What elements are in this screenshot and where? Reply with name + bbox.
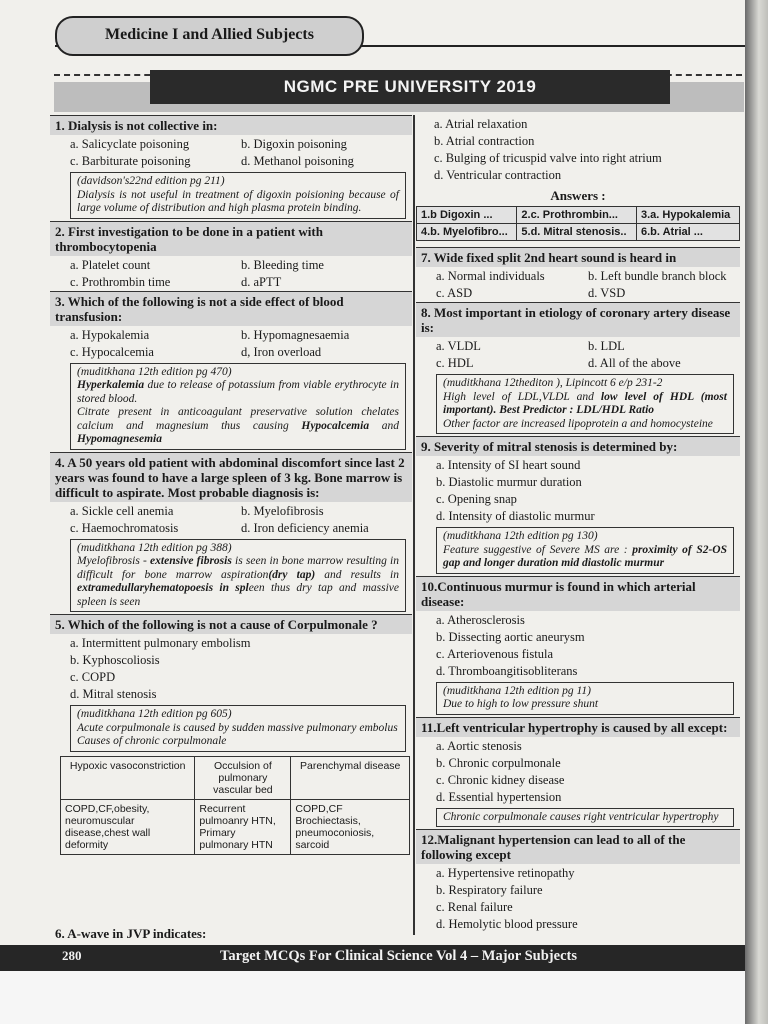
answer-cell: 2.c. Prothrombin... (517, 207, 637, 224)
question-11-options (416, 737, 740, 806)
reference-source: (muditkhana 12th edition pg 470) (77, 365, 232, 378)
right-column (416, 115, 740, 933)
option: c. ASD (436, 286, 473, 300)
page-footer (0, 945, 745, 971)
option: d. Hemolytic blood pressure (436, 917, 578, 931)
question-12-options (416, 864, 740, 933)
answers-title: Answers : (550, 188, 606, 203)
option: c. Opening snap (436, 492, 517, 506)
reference-text: Chronic corpulmonale causes right ventricular hypertrophy (443, 810, 719, 823)
page-number: 280 (62, 948, 82, 963)
book-spine (745, 0, 768, 1024)
option: d. Intensity of diastolic murmur (436, 509, 595, 523)
question-7: 7. Wide fixed split 2nd heart sound is heard in (416, 247, 740, 267)
table-cell: COPD,CF,obesity, neuromuscular disease,chest wall deformity (61, 799, 195, 854)
question-8-options (416, 337, 740, 372)
option: b. Atrial contraction (434, 134, 535, 148)
column-divider (413, 115, 415, 935)
answer-cell: 1.b Digoxin ... (417, 207, 517, 224)
option: c. Haemochromatosis (70, 520, 179, 535)
option: b. Kyphoscoliosis (70, 653, 160, 667)
option: d, Iron overload (241, 344, 322, 359)
question-10: 10.Continuous murmur is found in which arterial disease: (416, 576, 740, 611)
reference-box (436, 808, 734, 828)
reference-source: (muditkhana 12th edition pg 130) (443, 530, 598, 542)
reference-text: Dialysis is not useful in treatment of digoxin poisioning because of large volume of distribution and high plasma protein binding. (77, 188, 399, 214)
question-4-options (50, 502, 412, 537)
answer-cell: 3.a. Hypokalemia (637, 207, 740, 224)
question-5: 5. Which of the following is not a cause of Corpulmonale ? (50, 614, 412, 634)
option: c. Chronic kidney disease (436, 772, 565, 787)
option: d. All of the above (588, 356, 681, 370)
exam-title: NGMC PRE UNIVERSITY 2019 (150, 70, 670, 104)
reference-source: (muditkhana 12th edition pg 605) (77, 708, 232, 720)
question-5-options (50, 634, 412, 703)
book-title: Target MCQs For Clinical Science Vol 4 – Major Subjects (220, 948, 577, 964)
question-2-options (50, 256, 412, 291)
reference-source: (muditkhana 12th edition pg 11) (443, 684, 591, 697)
answers-table (416, 206, 740, 241)
option: b. LDL (588, 339, 625, 353)
option: d. aPTT (241, 274, 282, 289)
question-8: 8. Most important in etiology of coronary artery disease is: (416, 302, 740, 337)
answer-cell: 5.d. Mitral stenosis.. (517, 224, 637, 241)
section-title: Medicine I and Allied Subjects (55, 16, 364, 56)
question-12: 12.Malignant hypertension can lead to all of the following except (416, 829, 740, 864)
table-header: Hypoxic vasoconstriction (61, 756, 195, 799)
question-3-options (50, 326, 412, 361)
option: a. VLDL (436, 339, 481, 353)
left-column (50, 115, 412, 857)
reference-text: Other factor are increased lipoprotein a and homocysteine (443, 417, 713, 430)
table-header: Parenchymal disease (291, 756, 410, 799)
option: a. Hypertensive retinopathy (436, 866, 575, 880)
option: c. Barbiturate poisoning (70, 154, 191, 168)
reference-box (70, 172, 406, 219)
option: d. Methanol poisoning (241, 154, 354, 168)
option: d. Essential hypertension (436, 789, 562, 804)
question-9: 9. Severity of mitral stenosis is determined by: (416, 436, 740, 456)
option: b. Diastolic murmur duration (436, 475, 582, 489)
option: a. Aortic stenosis (436, 738, 522, 753)
reference-box (70, 363, 406, 450)
reference-source: (muditkhana 12thediton ), Lipincott 6 e/p 231-2 (443, 377, 663, 389)
option: c. Prothrombin time (70, 274, 171, 289)
option: a. Hypokalemia (70, 327, 150, 342)
reference-box (436, 374, 734, 434)
reference-text: Causes of chronic corpulmonale (77, 735, 227, 747)
reference-text: High level of LDL,VLDL and low level of HDL (most important). Best Predictor : LDL/HDL Ratio (443, 390, 727, 416)
reference-source: (muditkhana 12th edition pg 388) (77, 541, 232, 554)
question-4: 4. A 50 years old patient with abdominal discomfort since last 2 years was found to have a large spleen of 3 kg. Bone marrow is difficult to aspirate. Most probable diagnosis is: (50, 452, 412, 502)
option: a. Atrial relaxation (434, 117, 528, 131)
answer-cell: 4.b. Myelofibro... (417, 224, 517, 241)
option: a. Intensity of SI heart sound (436, 458, 581, 472)
reference-text: Myelofibrosis - extensive fibrosis is seen in bone marrow resulting in difficult for bone marrow aspiration(dry tap) and results in extramedullaryhematopoesis in spleen thus dry tap and massive spleen is seen (77, 555, 400, 608)
reference-text: Feature suggestive of Severe MS are : proximity of S2-OS gap and longer duration mid diastolic murmur (443, 543, 727, 569)
reference-text: Due to high to low pressure shunt (443, 698, 599, 710)
option: d. Ventricular contraction (434, 168, 562, 182)
option: d. Mitral stenosis (70, 687, 157, 701)
option: c. HDL (436, 356, 474, 370)
option: b. Digoxin poisoning (241, 137, 347, 151)
table-header: Occulsion of pulmonary vascular bed (195, 756, 291, 799)
option: c. Renal failure (436, 900, 513, 914)
reference-box (70, 539, 406, 613)
option: b. Hypomagnesaemia (241, 327, 350, 342)
option: a. Sickle cell anemia (70, 503, 174, 518)
option: a. Intermittent pulmonary embolism (70, 636, 251, 650)
question-3: 3. Which of the following is not a side effect of blood transfusion: (50, 291, 412, 326)
question-9-options (416, 456, 740, 525)
table-cell: COPD,CF Brochiectasis, pneumoconiosis, sarcoid (291, 799, 410, 854)
question-7-options (416, 267, 740, 302)
answer-cell: 6.b. Atrial ... (637, 224, 740, 241)
option: b. Respiratory failure (436, 883, 543, 897)
reference-box (436, 682, 734, 715)
question-11: 11.Left ventricular hypertrophy is caused by all except: (416, 717, 740, 737)
option: a. Salicyclate poisoning (70, 137, 190, 151)
table-cell: Recurrent pulmoanry HTN, Primary pulmonary HTN (195, 799, 291, 854)
option: c. COPD (70, 670, 116, 684)
option: b. Left bundle branch block (588, 269, 727, 283)
option: d. Thromboangitisobliterans (436, 663, 578, 678)
option: c. Hypocalcemia (70, 344, 154, 359)
option: c. Bulging of tricuspid valve into right atrium (434, 151, 662, 165)
question-10-options (416, 611, 740, 680)
option: b. Dissecting aortic aneurysm (436, 629, 585, 644)
question-2: 2. First investigation to be done in a patient with thrombocytopenia (50, 221, 412, 256)
reference-text: Hyperkalemia due to release of potassium from viable erythrocyte in stored blood. (77, 379, 399, 405)
reference-box (436, 527, 734, 574)
option: a. Platelet count (70, 257, 151, 272)
option: d. VSD (588, 286, 626, 300)
reference-text: Acute corpulmonale is caused by sudden massive pulmonary embolus (77, 721, 398, 734)
question-6: 6. A-wave in JVP indicates: (55, 926, 207, 941)
corpulmonale-table (60, 756, 410, 855)
option: c. Arteriovenous fistula (436, 646, 553, 661)
question-6-options (416, 115, 740, 184)
reference-box (70, 705, 406, 752)
option: a. Normal individuals (436, 269, 545, 283)
option: d. Iron deficiency anemia (241, 520, 369, 535)
reference-source: (davidson's22nd edition pg 211) (77, 175, 225, 187)
option: b. Bleeding time (241, 257, 324, 272)
page-margin (0, 971, 745, 1024)
question-1: 1. Dialysis is not collective in: (50, 115, 412, 135)
question-1-options (50, 135, 412, 170)
option: a. Atherosclerosis (436, 612, 525, 627)
option: b. Myelofibrosis (241, 503, 324, 518)
reference-text: Citrate present in anticoagulant preservative solution chelates calcium and magnesium thus causing Hypocalcemia and Hypomagnesemia (77, 406, 400, 445)
option: b. Chronic corpulmonale (436, 755, 561, 770)
